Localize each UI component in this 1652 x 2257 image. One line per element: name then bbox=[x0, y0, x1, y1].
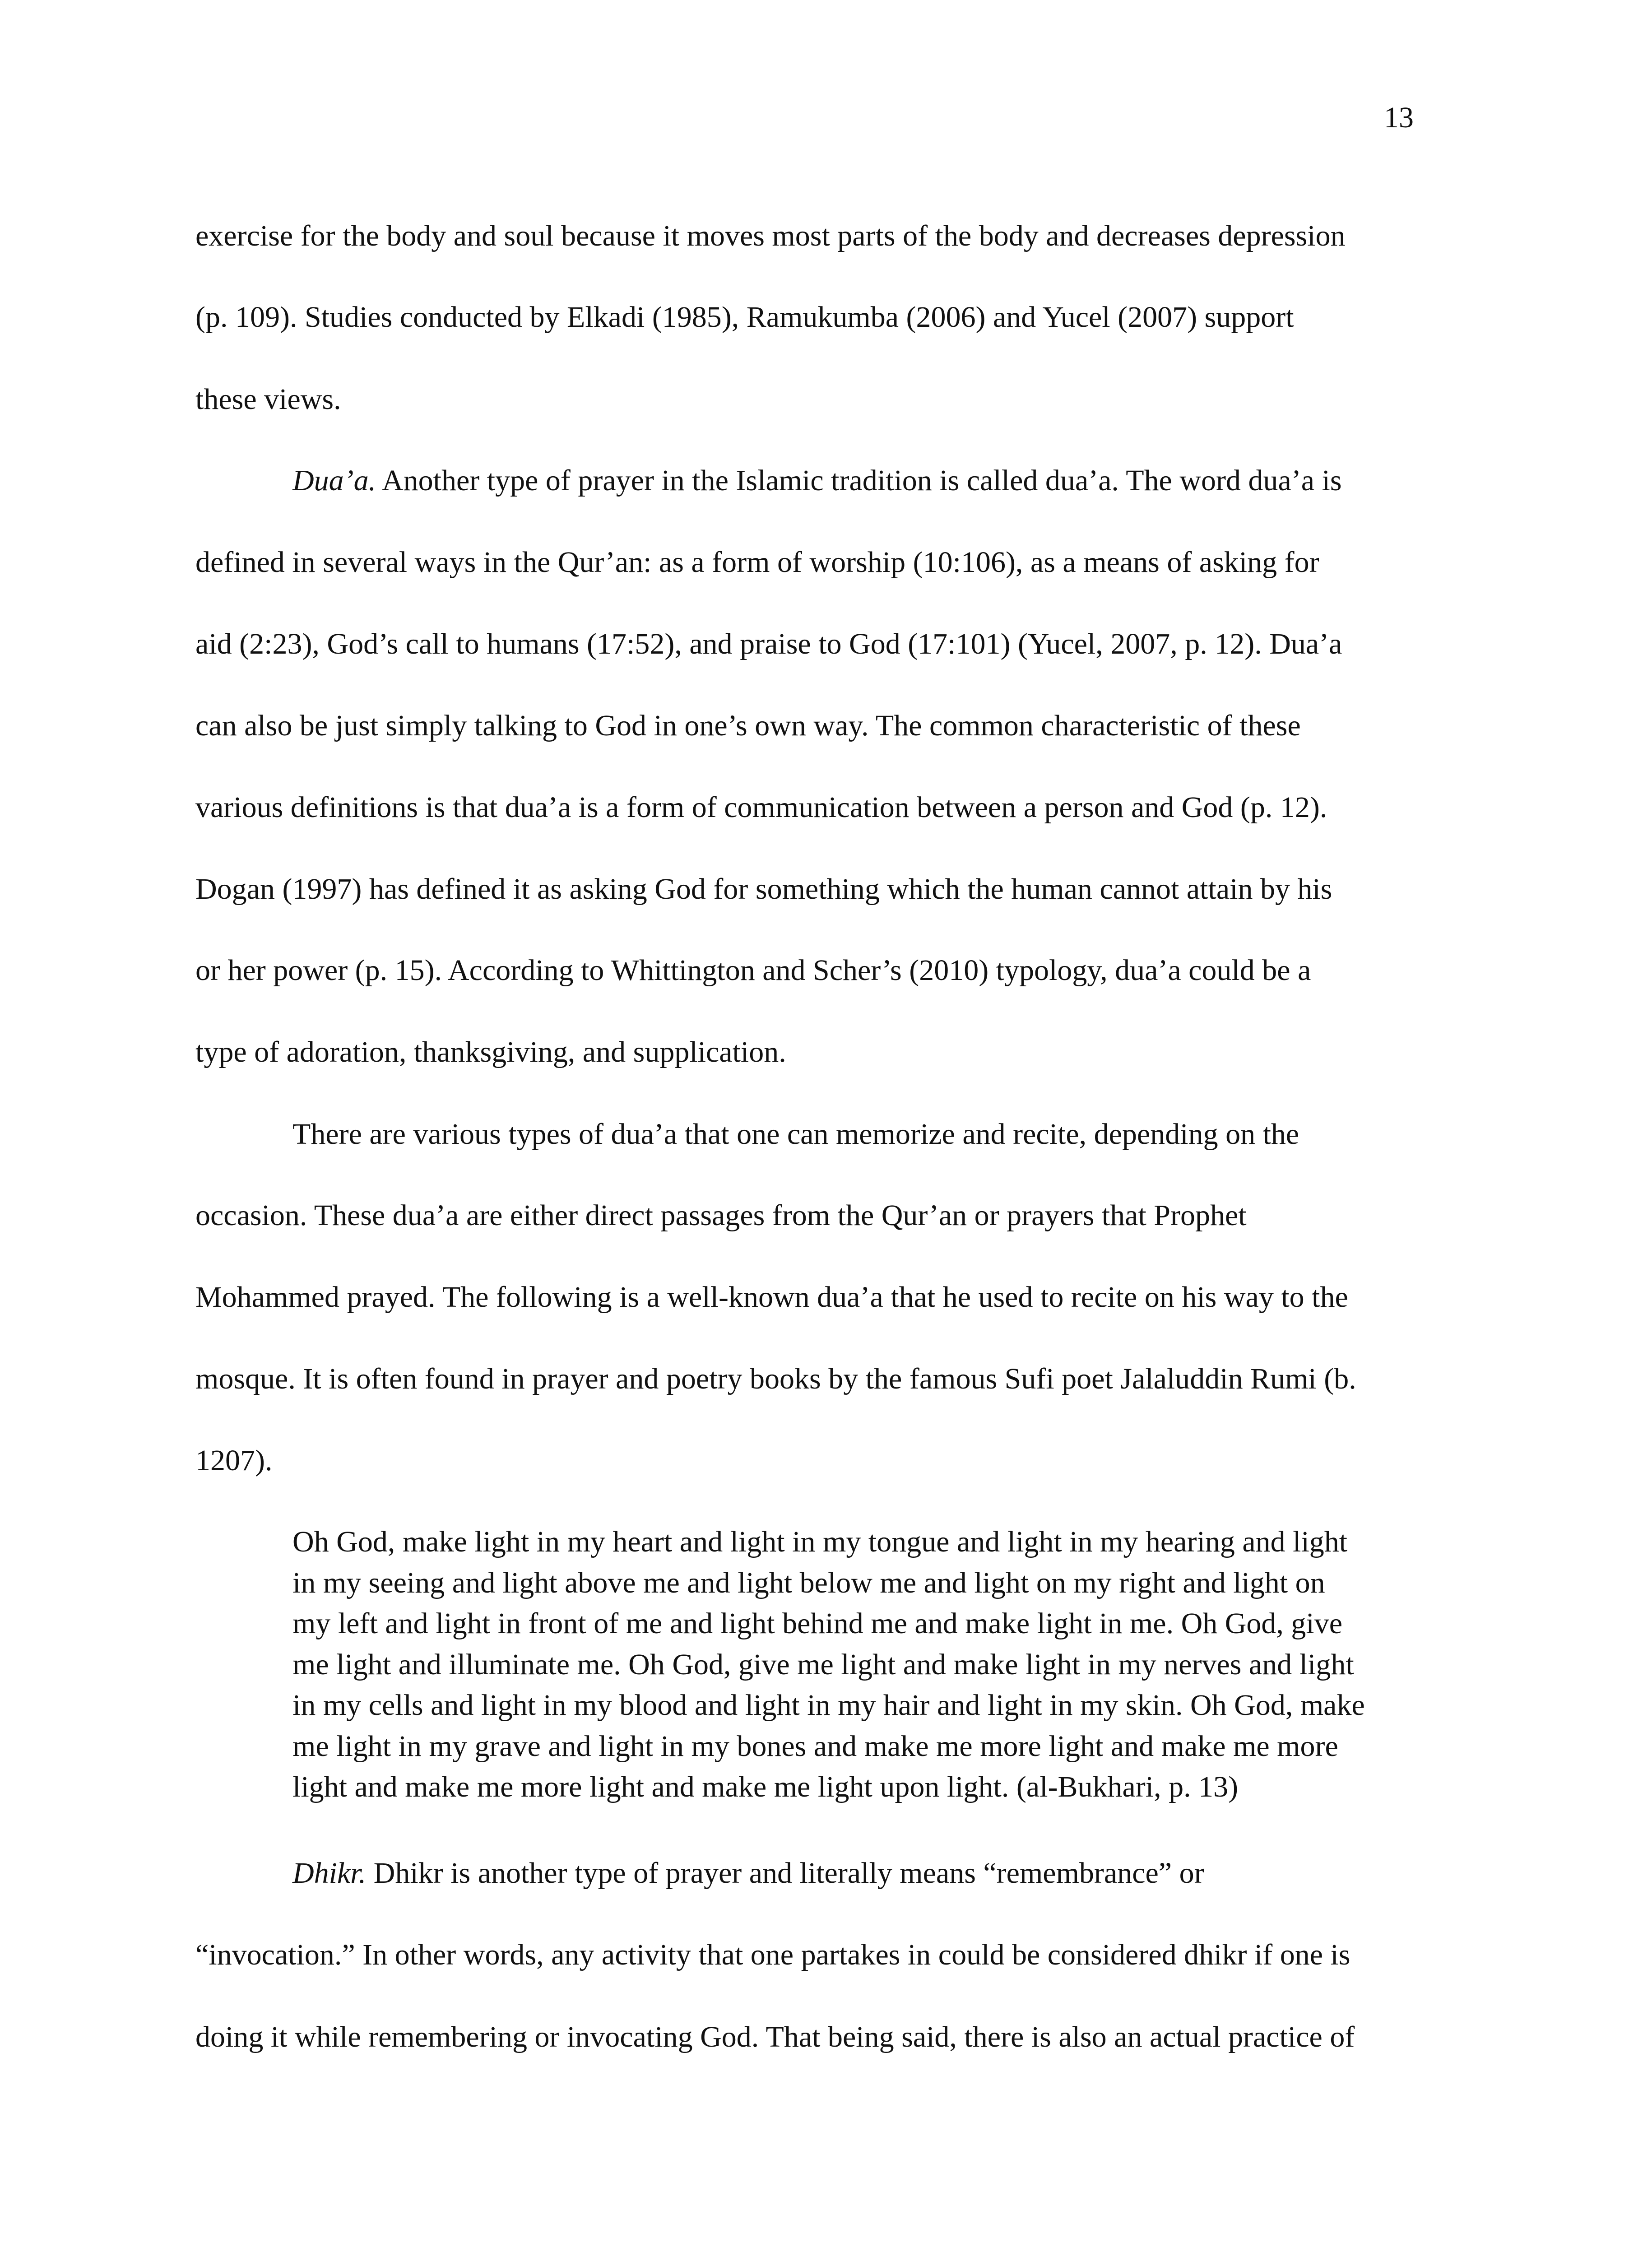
text-line: these views. bbox=[195, 383, 341, 416]
text-line bbox=[292, 466, 1342, 496]
text-line: aid (2:23), God’s call to humans (17:52), and praise to God (17:101) (Yucel, 2007, p. 12). Dua’a bbox=[195, 627, 1342, 660]
text-line: can also be just simply talking to God in one’s own way. The common characteristic of these bbox=[195, 709, 1301, 742]
text-line: “invocation.” In other words, any activity that one partakes in could be considered dhikr if one is bbox=[195, 1938, 1350, 1971]
block-quote-line: me light and illuminate me. Oh God, give me light and make light in my nerves and light bbox=[292, 1648, 1354, 1681]
section-heading-duaa: Dua’a. bbox=[292, 464, 376, 497]
block-quote-line: me light in my grave and light in my bones and make me more light and make me more bbox=[292, 1730, 1338, 1763]
text-line: defined in several ways in the Qur’an: as a form of worship (10:106), as a means of asking for bbox=[195, 546, 1319, 579]
block-quote-line: in my cells and light in my blood and light in my hair and light in my skin. Oh God, make bbox=[292, 1689, 1365, 1722]
text-line: occasion. These dua’a are either direct passages from the Qur’an or prayers that Prophet bbox=[195, 1199, 1247, 1232]
block-quote-line: Oh God, make light in my heart and light in my tongue and light in my hearing and light bbox=[292, 1525, 1348, 1558]
text-line: 1207). bbox=[195, 1444, 273, 1477]
block-quote-line: in my seeing and light above me and light below me and light on my right and light on bbox=[292, 1566, 1325, 1599]
text-line: type of adoration, thanksgiving, and supplication. bbox=[195, 1036, 786, 1068]
text-line: or her power (p. 15). According to Whittington and Scher’s (2010) typology, dua’a could be a bbox=[195, 954, 1311, 987]
text-line: (p. 109). Studies conducted by Elkadi (1985), Ramukumba (2006) and Yucel (2007) support bbox=[195, 301, 1294, 334]
text-line: Dogan (1997) has defined it as asking God for something which the human cannot attain by his bbox=[195, 873, 1332, 906]
text-line bbox=[292, 1858, 1204, 1888]
text-line: doing it while remembering or invocating God. That being said, there is also an actual practice of bbox=[195, 2020, 1355, 2053]
text-run: Another type of prayer in the Islamic tradition is called dua’a. The word dua’a is bbox=[376, 464, 1342, 497]
text-line: mosque. It is often found in prayer and poetry books by the famous Sufi poet Jalaluddin Rumi (b. bbox=[195, 1362, 1356, 1395]
text-run: Dhikr is another type of prayer and literally means “remembrance” or bbox=[366, 1857, 1204, 1890]
block-quote-line: my left and light in front of me and light behind me and make light in me. Oh God, give bbox=[292, 1607, 1343, 1640]
text-line: exercise for the body and soul because it moves most parts of the body and decreases depression bbox=[195, 219, 1346, 252]
section-heading-dhikr: Dhikr. bbox=[292, 1857, 367, 1890]
block-quote-line: light and make me more light and make me light upon light. (al-Bukhari, p. 13) bbox=[292, 1770, 1239, 1803]
text-line: Mohammed prayed. The following is a well-known dua’a that he used to recite on his way to the bbox=[195, 1281, 1348, 1314]
text-line: There are various types of dua’a that one can memorize and recite, depending on the bbox=[292, 1118, 1299, 1151]
page-number: 13 bbox=[1384, 101, 1414, 134]
text-line: various definitions is that dua’a is a form of communication between a person and God (p. 12). bbox=[195, 791, 1327, 824]
